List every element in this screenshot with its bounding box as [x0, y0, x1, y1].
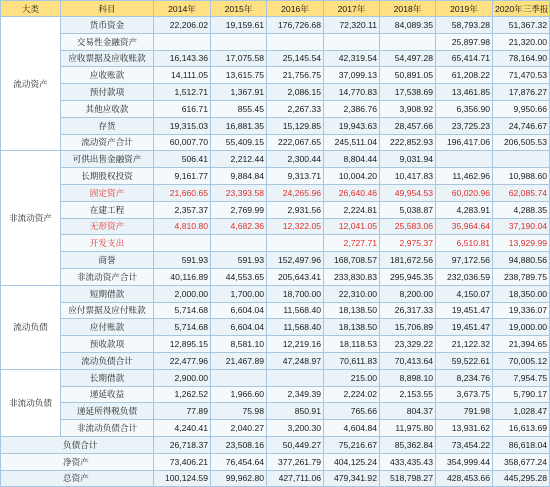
value-cell: 206,505.53 [493, 134, 550, 151]
value-cell: 616.71 [154, 100, 211, 117]
item-name-cell: 长期借款 [61, 369, 154, 386]
value-cell: 19,000.00 [493, 319, 550, 336]
value-cell: 9,313.71 [267, 168, 324, 185]
value-cell: 433,435.43 [380, 453, 436, 470]
value-cell: 8,804.44 [324, 151, 380, 168]
value-cell: 3,200.30 [267, 420, 324, 437]
value-cell: 232,036.59 [436, 268, 493, 285]
value-cell: 5,714.68 [154, 302, 211, 319]
value-cell: 850.91 [267, 403, 324, 420]
value-cell: 4,682.36 [211, 218, 267, 235]
value-cell: 4,283.91 [436, 201, 493, 218]
value-cell: 21,394.65 [493, 336, 550, 353]
table-row [1, 420, 550, 437]
value-cell: 2,224.81 [324, 201, 380, 218]
value-cell: 6,510.81 [436, 235, 493, 252]
value-cell: 35,964.64 [436, 218, 493, 235]
value-cell: 85,362.84 [380, 436, 436, 453]
value-cell: 6,604.04 [211, 302, 267, 319]
value-cell: 152,497.96 [267, 252, 324, 269]
value-cell: 100,124.59 [154, 470, 211, 487]
item-name-cell: 交易性金融资产 [61, 33, 154, 50]
item-name-cell: 存货 [61, 117, 154, 134]
value-cell: 16,143.36 [154, 50, 211, 67]
value-cell: 25,897.98 [436, 33, 493, 50]
value-cell [267, 369, 324, 386]
item-name-cell: 商誉 [61, 252, 154, 269]
header-year-2018: 2018年 [380, 1, 436, 17]
header-year-2015: 2015年 [211, 1, 267, 17]
value-cell: 84,089.35 [380, 17, 436, 34]
value-cell: 14,770.83 [324, 84, 380, 101]
value-cell: 2,386.76 [324, 100, 380, 117]
value-cell: 2,931.56 [267, 201, 324, 218]
table-row [1, 17, 550, 34]
value-cell: 42,319.54 [324, 50, 380, 67]
value-cell: 791.98 [436, 403, 493, 420]
value-cell: 222,852.93 [380, 134, 436, 151]
value-cell: 60,020.96 [436, 184, 493, 201]
value-cell: 13,931.62 [436, 420, 493, 437]
value-cell: 18,138.50 [324, 319, 380, 336]
item-name-cell: 非流动资产合计 [61, 268, 154, 285]
value-cell: 358,677.24 [493, 453, 550, 470]
table-row [1, 386, 550, 403]
value-cell: 47,248.97 [267, 352, 324, 369]
table-body [1, 17, 550, 487]
item-name-cell: 固定资产 [61, 184, 154, 201]
value-cell: 18,700.00 [267, 285, 324, 302]
value-cell: 16,881.35 [211, 117, 267, 134]
item-name-cell: 流动资产合计 [61, 134, 154, 151]
value-cell: 14,111.05 [154, 67, 211, 84]
value-cell: 60,007.70 [154, 134, 211, 151]
item-name-cell: 非流动负债合计 [61, 420, 154, 437]
value-cell: 1,966.60 [211, 386, 267, 403]
value-cell: 23,725.23 [436, 117, 493, 134]
value-cell: 19,315.03 [154, 117, 211, 134]
value-cell: 591.93 [154, 252, 211, 269]
value-cell: 26,640.46 [324, 184, 380, 201]
value-cell: 73,406.21 [154, 453, 211, 470]
value-cell: 22,477.96 [154, 352, 211, 369]
table-row [1, 84, 550, 101]
value-cell: 58,793.28 [436, 17, 493, 34]
item-name-cell: 预付款项 [61, 84, 154, 101]
value-cell [211, 235, 267, 252]
value-cell: 222,067.65 [267, 134, 324, 151]
value-cell: 1,262.52 [154, 386, 211, 403]
value-cell: 181,672.56 [380, 252, 436, 269]
table-row [1, 369, 550, 386]
value-cell: 176,726.68 [267, 17, 324, 34]
value-cell: 2,086.15 [267, 84, 324, 101]
value-cell: 21,756.75 [267, 67, 324, 84]
value-cell: 2,224.02 [324, 386, 380, 403]
table-row [1, 67, 550, 84]
value-cell: 19,336.07 [493, 302, 550, 319]
value-cell: 97,172.56 [436, 252, 493, 269]
value-cell: 8,234.76 [436, 369, 493, 386]
value-cell: 11,462.96 [436, 168, 493, 185]
value-cell: 51,367.32 [493, 17, 550, 34]
value-cell: 12,041.05 [324, 218, 380, 235]
table-row-total [1, 436, 550, 453]
item-name-cell: 可供出售金融资产 [61, 151, 154, 168]
value-cell: 19,159.61 [211, 17, 267, 34]
value-cell: 855.45 [211, 100, 267, 117]
value-cell: 23,329.22 [380, 336, 436, 353]
value-cell: 2,153.55 [380, 386, 436, 403]
table-row [1, 117, 550, 134]
value-cell: 15,129.85 [267, 117, 324, 134]
table-row [1, 100, 550, 117]
table-row [1, 235, 550, 252]
value-cell: 75,216.67 [324, 436, 380, 453]
value-cell: 18,350.00 [493, 285, 550, 302]
value-cell: 5,038.87 [380, 201, 436, 218]
value-cell: 4,150.07 [436, 285, 493, 302]
table-row [1, 50, 550, 67]
item-name-cell: 短期借款 [61, 285, 154, 302]
item-name-cell: 预收款项 [61, 336, 154, 353]
table-row [1, 201, 550, 218]
item-name-cell: 其他应收款 [61, 100, 154, 117]
value-cell [211, 369, 267, 386]
value-cell: 295,945.35 [380, 268, 436, 285]
value-cell: 13,461.85 [436, 84, 493, 101]
total-name-cell: 净资产 [1, 453, 154, 470]
table-row [1, 168, 550, 185]
table-row [1, 403, 550, 420]
value-cell: 26,718.37 [154, 436, 211, 453]
value-cell: 21,320.00 [493, 33, 550, 50]
value-cell: 4,288.35 [493, 201, 550, 218]
value-cell: 72,320.11 [324, 17, 380, 34]
header-year-2016: 2016年 [267, 1, 324, 17]
value-cell: 5,714.68 [154, 319, 211, 336]
value-cell: 99,962.80 [211, 470, 267, 487]
value-cell: 4,240.41 [154, 420, 211, 437]
value-cell: 8,898.10 [380, 369, 436, 386]
header-2020-q3: 2020年三季报 [493, 1, 550, 17]
header-year-2014: 2014年 [154, 1, 211, 17]
value-cell: 13,615.75 [211, 67, 267, 84]
table-row [1, 352, 550, 369]
value-cell: 17,538.69 [380, 84, 436, 101]
value-cell: 233,830.83 [324, 268, 380, 285]
item-name-cell: 开发支出 [61, 235, 154, 252]
header-item: 科目 [61, 1, 154, 17]
value-cell: 75.98 [211, 403, 267, 420]
value-cell: 9,950.66 [493, 100, 550, 117]
value-cell: 445,295.28 [493, 470, 550, 487]
value-cell [380, 33, 436, 50]
value-cell: 10,004.20 [324, 168, 380, 185]
value-cell: 4,810.80 [154, 218, 211, 235]
table-row [1, 319, 550, 336]
value-cell: 3,908.92 [380, 100, 436, 117]
value-cell [267, 33, 324, 50]
item-name-cell: 在建工程 [61, 201, 154, 218]
table-row-total [1, 453, 550, 470]
value-cell: 24,746.67 [493, 117, 550, 134]
item-name-cell: 递延收益 [61, 386, 154, 403]
value-cell [267, 235, 324, 252]
value-cell: 11,568.40 [267, 302, 324, 319]
table-row [1, 336, 550, 353]
value-cell: 8,581.10 [211, 336, 267, 353]
value-cell: 25,583.06 [380, 218, 436, 235]
value-cell: 205,643.41 [267, 268, 324, 285]
value-cell: 6,356.90 [436, 100, 493, 117]
value-cell: 70,413.64 [380, 352, 436, 369]
value-cell: 11,568.40 [267, 319, 324, 336]
value-cell: 804.37 [380, 403, 436, 420]
value-cell: 54,497.28 [380, 50, 436, 67]
value-cell: 23,508.16 [211, 436, 267, 453]
value-cell: 15,706.89 [380, 319, 436, 336]
header-year-2017: 2017年 [324, 1, 380, 17]
value-cell: 428,453.66 [436, 470, 493, 487]
value-cell: 2,267.33 [267, 100, 324, 117]
value-cell: 4,604.84 [324, 420, 380, 437]
value-cell: 17,876.27 [493, 84, 550, 101]
item-name-cell: 货币资金 [61, 17, 154, 34]
category-cell: 流动负债 [1, 285, 61, 369]
item-name-cell: 无形资产 [61, 218, 154, 235]
value-cell: 2,349.39 [267, 386, 324, 403]
table-row [1, 285, 550, 302]
value-cell: 21,660.65 [154, 184, 211, 201]
value-cell: 73,454.22 [436, 436, 493, 453]
value-cell: 21,122.32 [436, 336, 493, 353]
category-cell: 非流动负债 [1, 369, 61, 436]
table-row [1, 134, 550, 151]
value-cell: 427,711.06 [267, 470, 324, 487]
item-name-cell: 流动负债合计 [61, 352, 154, 369]
value-cell: 238,789.75 [493, 268, 550, 285]
value-cell: 765.66 [324, 403, 380, 420]
value-cell: 2,357.37 [154, 201, 211, 218]
value-cell: 77.89 [154, 403, 211, 420]
category-cell: 流动资产 [1, 17, 61, 151]
total-name-cell: 负债合计 [1, 436, 154, 453]
value-cell: 50,449.27 [267, 436, 324, 453]
table-row [1, 33, 550, 50]
value-cell: 44,553.65 [211, 268, 267, 285]
value-cell: 5,790.17 [493, 386, 550, 403]
item-name-cell: 长期股权投资 [61, 168, 154, 185]
value-cell: 1,028.47 [493, 403, 550, 420]
table-row [1, 252, 550, 269]
header-year-2019: 2019年 [436, 1, 493, 17]
value-cell: 2,727.71 [324, 235, 380, 252]
value-cell: 17,075.58 [211, 50, 267, 67]
value-cell: 19,451.47 [436, 319, 493, 336]
value-cell [493, 151, 550, 168]
table-row-total [1, 470, 550, 487]
value-cell: 479,341.92 [324, 470, 380, 487]
value-cell: 76,454.64 [211, 453, 267, 470]
value-cell: 6,604.04 [211, 319, 267, 336]
value-cell: 196,417.06 [436, 134, 493, 151]
table-row [1, 218, 550, 235]
value-cell: 24,265.96 [267, 184, 324, 201]
value-cell: 70,611.83 [324, 352, 380, 369]
value-cell: 22,206.02 [154, 17, 211, 34]
category-cell: 非流动资产 [1, 151, 61, 285]
table-row [1, 302, 550, 319]
item-name-cell: 应收票据及应收账款 [61, 50, 154, 67]
value-cell: 59,522.61 [436, 352, 493, 369]
value-cell: 7,954.75 [493, 369, 550, 386]
value-cell: 21,467.89 [211, 352, 267, 369]
value-cell: 591.93 [211, 252, 267, 269]
value-cell: 1,512.71 [154, 84, 211, 101]
value-cell: 404,125.24 [324, 453, 380, 470]
value-cell: 518,798.27 [380, 470, 436, 487]
value-cell: 2,212.44 [211, 151, 267, 168]
value-cell: 2,300.44 [267, 151, 324, 168]
value-cell: 506.41 [154, 151, 211, 168]
value-cell: 2,975.37 [380, 235, 436, 252]
value-cell [324, 33, 380, 50]
value-cell: 16,613.69 [493, 420, 550, 437]
value-cell: 23,393.58 [211, 184, 267, 201]
value-cell [211, 33, 267, 50]
item-name-cell: 应收账款 [61, 67, 154, 84]
value-cell: 13,929.99 [493, 235, 550, 252]
value-cell: 2,900.00 [154, 369, 211, 386]
value-cell: 3,673.75 [436, 386, 493, 403]
value-cell: 9,884.84 [211, 168, 267, 185]
item-name-cell: 递延所得税负债 [61, 403, 154, 420]
value-cell: 71,470.53 [493, 67, 550, 84]
value-cell: 1,700.00 [211, 285, 267, 302]
value-cell: 215.00 [324, 369, 380, 386]
value-cell: 61,208.22 [436, 67, 493, 84]
header-category: 大类 [1, 1, 61, 17]
item-name-cell: 应付票据及应付账款 [61, 302, 154, 319]
value-cell: 25,145.54 [267, 50, 324, 67]
value-cell: 12,219.16 [267, 336, 324, 353]
value-cell: 28,457.66 [380, 117, 436, 134]
value-cell: 1,367.91 [211, 84, 267, 101]
value-cell [436, 151, 493, 168]
value-cell: 19,451.47 [436, 302, 493, 319]
value-cell: 19,943.63 [324, 117, 380, 134]
value-cell: 2,040.27 [211, 420, 267, 437]
value-cell: 40,116.89 [154, 268, 211, 285]
value-cell: 9,161.77 [154, 168, 211, 185]
value-cell: 22,310.00 [324, 285, 380, 302]
value-cell: 78,164.90 [493, 50, 550, 67]
value-cell: 37,190.04 [493, 218, 550, 235]
value-cell: 12,895.15 [154, 336, 211, 353]
value-cell: 10,988.60 [493, 168, 550, 185]
value-cell: 168,708.57 [324, 252, 380, 269]
value-cell: 18,118.53 [324, 336, 380, 353]
value-cell: 354,999.44 [436, 453, 493, 470]
value-cell: 10,417.83 [380, 168, 436, 185]
value-cell: 55,409.15 [211, 134, 267, 151]
item-name-cell: 应付账款 [61, 319, 154, 336]
value-cell: 245,511.04 [324, 134, 380, 151]
value-cell: 9,031.94 [380, 151, 436, 168]
value-cell: 377,261.79 [267, 453, 324, 470]
value-cell: 26,317.33 [380, 302, 436, 319]
total-name-cell: 总资产 [1, 470, 154, 487]
table-row [1, 268, 550, 285]
value-cell: 62,085.74 [493, 184, 550, 201]
value-cell: 70,005.12 [493, 352, 550, 369]
value-cell: 18,138.50 [324, 302, 380, 319]
value-cell [154, 235, 211, 252]
value-cell: 86,618.04 [493, 436, 550, 453]
value-cell: 49,954.53 [380, 184, 436, 201]
value-cell: 12,322.05 [267, 218, 324, 235]
table-header-row [1, 1, 550, 17]
value-cell: 37,099.13 [324, 67, 380, 84]
value-cell: 11,975.80 [380, 420, 436, 437]
value-cell: 2,769.99 [211, 201, 267, 218]
value-cell: 2,000.00 [154, 285, 211, 302]
value-cell: 94,880.56 [493, 252, 550, 269]
value-cell: 8,200.00 [380, 285, 436, 302]
table-row [1, 151, 550, 168]
table-row [1, 184, 550, 201]
value-cell: 50,891.05 [380, 67, 436, 84]
value-cell: 65,414.71 [436, 50, 493, 67]
value-cell [154, 33, 211, 50]
